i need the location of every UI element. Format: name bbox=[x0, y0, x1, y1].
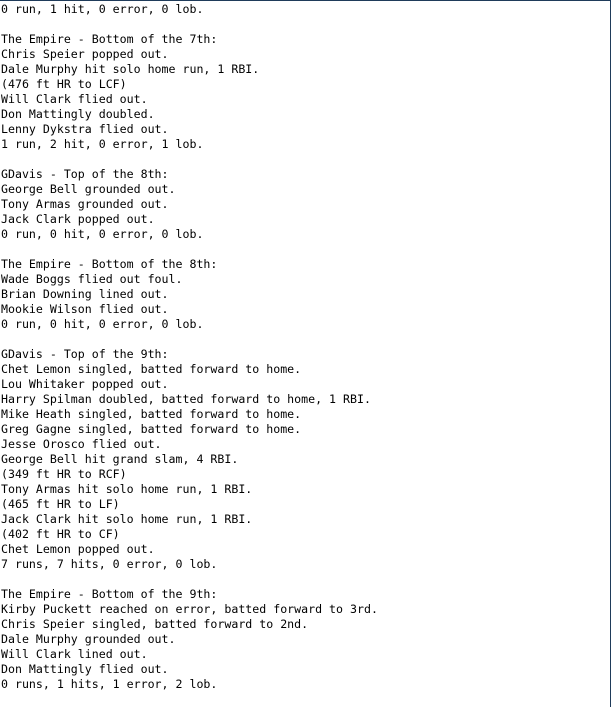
log-line: Chet Lemon popped out. bbox=[1, 542, 155, 556]
log-line: Chris Speier popped out. bbox=[1, 47, 169, 61]
log-spacer bbox=[1, 332, 609, 347]
log-line: Kirby Puckett reached on error, batted forward to 3rd. bbox=[1, 602, 378, 616]
log-line: GDavis - Top of the 8th: bbox=[1, 167, 169, 181]
log-line: (349 ft HR to RCF) bbox=[1, 467, 127, 481]
log-line: Jack Clark popped out. bbox=[1, 212, 155, 226]
log-line: Mookie Wilson flied out. bbox=[1, 302, 169, 316]
log-line: The Empire - Bottom of the 9th: bbox=[1, 587, 218, 601]
log-line: Mike Heath singled, batted forward to home. bbox=[1, 407, 302, 421]
log-line: 0 runs, 1 hits, 1 error, 2 lob. bbox=[1, 677, 218, 691]
log-line: Dale Murphy hit solo home run, 1 RBI. bbox=[1, 62, 260, 76]
log-line: Dale Murphy grounded out. bbox=[1, 632, 176, 646]
log-line: The Empire - Bottom of the 7th: bbox=[1, 32, 218, 46]
log-line: 1 run, 2 hit, 0 error, 1 lob. bbox=[1, 137, 204, 151]
log-line: Jack Clark hit solo home run, 1 RBI. bbox=[1, 512, 253, 526]
log-line: Will Clark flied out. bbox=[1, 92, 148, 106]
log-line: Greg Gagne singled, batted forward to home. bbox=[1, 422, 302, 436]
log-spacer bbox=[1, 17, 609, 32]
log-line: 0 run, 0 hit, 0 error, 0 lob. bbox=[1, 227, 204, 241]
play-by-play-log bbox=[1, 2, 609, 692]
log-line: Chris Speier singled, batted forward to 2nd. bbox=[1, 617, 309, 631]
log-line: George Bell grounded out. bbox=[1, 182, 176, 196]
log-spacer bbox=[1, 572, 609, 587]
log-line: (402 ft HR to CF) bbox=[1, 527, 120, 541]
log-line: Will Clark lined out. bbox=[1, 647, 148, 661]
log-line: Don Mattingly flied out. bbox=[1, 662, 169, 676]
log-spacer bbox=[1, 242, 609, 257]
log-line: 7 runs, 7 hits, 0 error, 0 lob. bbox=[1, 557, 218, 571]
log-line: (465 ft HR to LF) bbox=[1, 497, 120, 511]
log-line: The Empire - Bottom of the 8th: bbox=[1, 257, 218, 271]
window-top-border bbox=[0, 0, 611, 1]
log-line: 0 run, 1 hit, 0 error, 0 lob. bbox=[1, 2, 204, 16]
log-line: Lou Whitaker popped out. bbox=[1, 377, 169, 391]
log-line: Wade Boggs flied out foul. bbox=[1, 272, 183, 286]
log-line: Chet Lemon singled, batted forward to home. bbox=[1, 362, 302, 376]
log-spacer bbox=[1, 152, 609, 167]
log-line: 0 run, 0 hit, 0 error, 0 lob. bbox=[1, 317, 204, 331]
log-line: George Bell hit grand slam, 4 RBI. bbox=[1, 452, 239, 466]
log-line: Lenny Dykstra flied out. bbox=[1, 122, 169, 136]
log-line: Brian Downing lined out. bbox=[1, 287, 169, 301]
log-line: (476 ft HR to LCF) bbox=[1, 77, 127, 91]
log-line: Tony Armas grounded out. bbox=[1, 197, 169, 211]
log-line: GDavis - Top of the 9th: bbox=[1, 347, 169, 361]
log-line: Tony Armas hit solo home run, 1 RBI. bbox=[1, 482, 253, 496]
log-line: Jesse Orosco flied out. bbox=[1, 437, 162, 451]
log-line: Don Mattingly doubled. bbox=[1, 107, 155, 121]
log-line: Harry Spilman doubled, batted forward to home, 1 RBI. bbox=[1, 392, 371, 406]
